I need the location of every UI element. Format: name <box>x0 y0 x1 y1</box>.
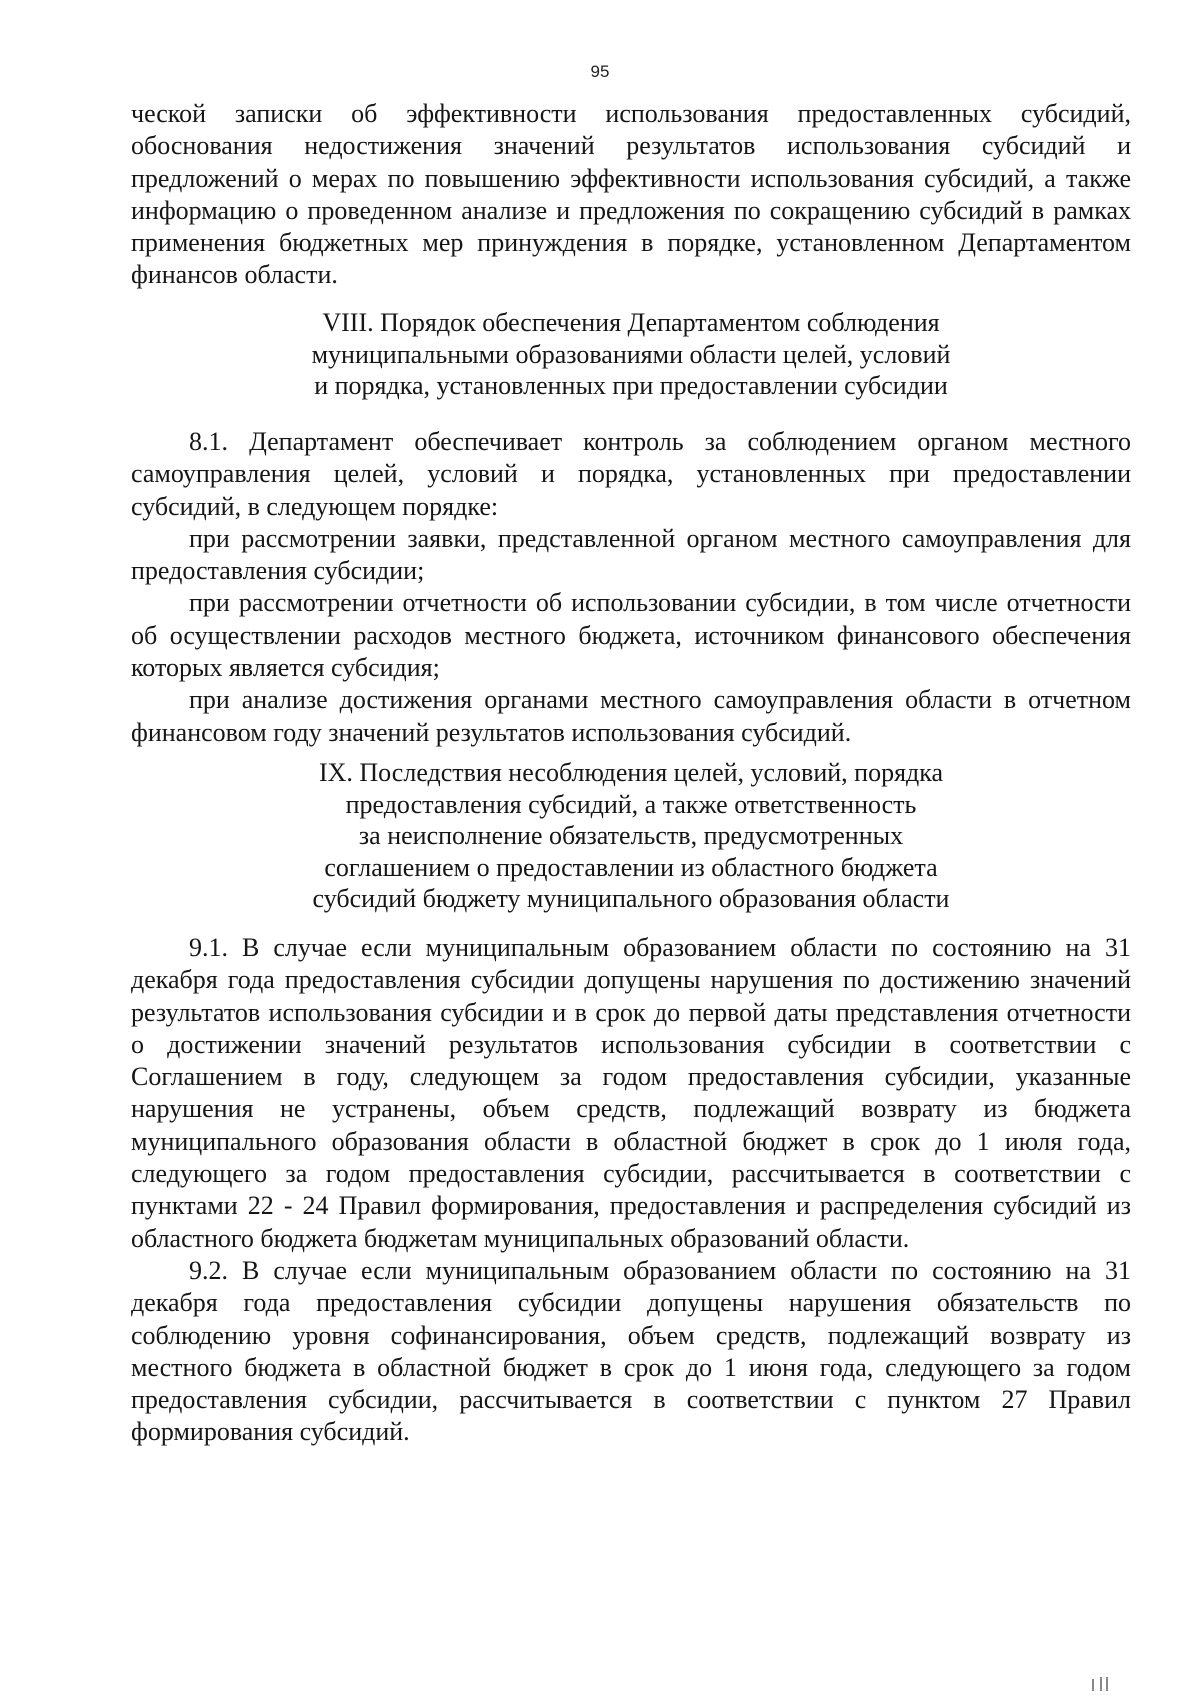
scan-artifact-mark <box>1080 1677 1120 1691</box>
page-number: 95 <box>590 62 610 81</box>
paragraph-8-1-item: при рассмотрении заявки, представленной органом местного самоуправления для предоставления субсидии; <box>131 523 1131 586</box>
paragraph-8-1-item: при анализе достижения органами местного самоуправления области в отчетном финансовом году значений результатов использования субсидий. <box>131 685 1131 747</box>
section-8-heading-line: муниципальными образованиями области целей, условий <box>311 339 951 369</box>
section-9-heading <box>131 757 1131 915</box>
section-9-heading-line: предоставления субсидий, а также ответственность <box>345 789 917 819</box>
paragraph-9-2: 9.2. В случае если муниципальным образованием области по состоянию на 31 декабря года предоставления субсидии допущены нарушения обязательств по соблюдению уровня софинансирования, объем средств, подлежащий возврату из местного бюджета в областной бюджет в срок до 1 июня года, следующего за годом предоставления субсидии, рассчитывается в соответствии с пунктом 27 Правил формирования субсидий. <box>131 1255 1131 1447</box>
intro-paragraph: ческой записки об эффективности использования предоставленных субсидий, обоснования недостижения значений результатов использования субсидий и предложений о мерах по повышению эффективности использования субсидий, а также информацию о проведенном анализе и предложения по сокращению субсидий в рамках применения бюджетных мер принуждения в порядке, установленном Департаментом финансов области. <box>131 99 1131 290</box>
paragraph-9-1: 9.1. В случае если муниципальным образованием области по состоянию на 31 декабря года предоставления субсидии допущены нарушения по достижению значений результатов использования субсидии и в срок до первой даты представления отчетности о достижении значений результатов использования субсидии в соответствии с Соглашением в году, следующем за годом предоставления субсидии, указанные нарушения не устранены, объем средств, подлежащий возврату из бюджета муниципального образования области в областной бюджет в срок до 1 июля года, следующего за годом предоставления субсидии, рассчитывается в соответствии с пунктами 22 - 24 Правил формирования, предоставления и распределения субсидий из областного бюджета бюджетам муниципальных образований области. <box>131 933 1131 1253</box>
section-8-heading <box>131 307 1131 402</box>
intro-paragraph-block <box>131 98 1131 292</box>
section-9-body <box>131 932 1131 1449</box>
section-8-body <box>131 426 1131 749</box>
section-9-heading-line: субсидий бюджету муниципального образования области <box>312 884 950 913</box>
section-9-heading-line: IX. Последствия несоблюдения целей, условий, порядка <box>318 758 944 787</box>
section-9-heading-line: соглашением о предоставлении из областного бюджета <box>324 852 938 882</box>
paragraph-8-1: 8.1. Департамент обеспечивает контроль за соблюдением органом местного самоуправления целей, условий и порядка, установленных при предоставлении субсидий, в следующем порядке: <box>131 427 1131 521</box>
paragraph-8-1-item: при рассмотрении отчетности об использовании субсидии, в том числе отчетности об осуществлении расходов местного бюджета, источником финансового обеспечения которых является субсидия; <box>131 588 1131 683</box>
section-9-heading-line: за неисполнение обязательств, предусмотренных <box>358 821 904 850</box>
section-8-heading-line: VIII. Порядок обеспечения Департаментом соблюдения <box>322 308 940 337</box>
section-8-heading-line: и порядка, установленных при предоставлении субсидии <box>314 371 948 400</box>
